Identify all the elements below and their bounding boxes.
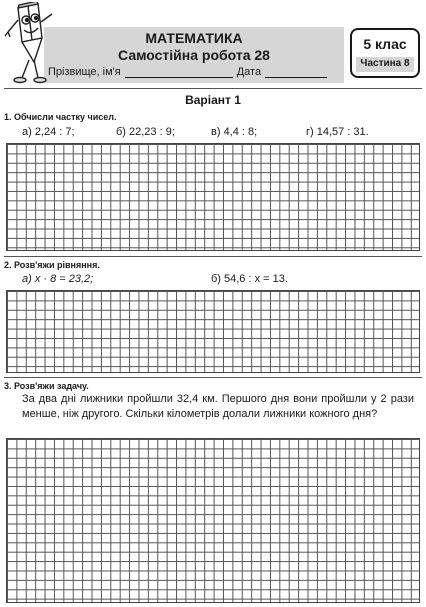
task2-item-b: б) 54,6 : x = 13. [211, 273, 288, 285]
grade-box [350, 28, 420, 78]
task3-title: 3. Розв'яжи задачу. [4, 381, 89, 391]
grade-label: 5 клас [363, 36, 407, 52]
task2-divider [4, 377, 422, 378]
task1-item-d: г) 14,57 : 31. [306, 126, 369, 138]
task1-divider [4, 256, 422, 257]
date-field-line[interactable] [265, 68, 327, 78]
subject-title: МАТЕМАТИКА [145, 30, 243, 46]
name-date-row [44, 66, 344, 78]
task3-answer-grid[interactable] [6, 438, 420, 603]
task2-title: 2. Розв'яжи рівняння. [4, 260, 100, 270]
task3-problem-text: За два дні лижники пройшли 32,4 км. Першого дня вони пройшли у 2 рази менше, ніж другого. Скільки кілометрів долали лижники кожного дня? [22, 393, 414, 420]
name-label: Прізвище, ім'я [48, 66, 121, 78]
task1-title: 1. Обчисли частку чисел. [4, 112, 117, 122]
task1-answer-grid[interactable] [6, 143, 420, 251]
task2-item-a: а) x · 8 = 23,2; [22, 273, 94, 285]
work-title: Самостійна робота 28 [118, 47, 270, 63]
task1-item-c: в) 4,4 : 8; [211, 126, 258, 138]
task1-item-a: а) 2,24 : 7; [22, 126, 75, 138]
task1-item-b: б) 22,23 : 9; [116, 126, 175, 138]
task2-answer-grid[interactable] [6, 290, 420, 373]
date-label: Дата [236, 66, 262, 78]
part-label: Частина 8 [360, 58, 410, 69]
name-field-line[interactable] [125, 68, 233, 78]
header-divider [4, 88, 422, 89]
variant-title: Варіант 1 [185, 93, 241, 107]
